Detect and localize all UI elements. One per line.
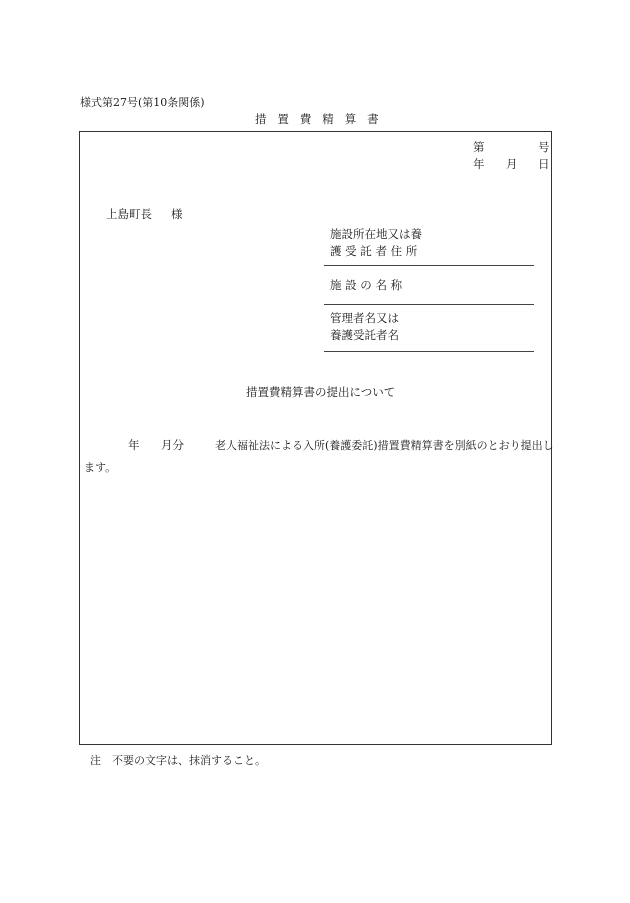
form-frame: [79, 131, 552, 745]
addressee-name: 上島町長: [106, 207, 152, 221]
body-text-line1: 老人福祉法による入所(養護委託)措置費精算書を別紙のとおり提出し: [215, 439, 554, 452]
field-manager-label-line1: 管理者名又は: [330, 311, 399, 325]
document-title: 措置費精算書: [255, 112, 390, 126]
field-address-underline: [324, 265, 534, 266]
form-number-label: 様式第27号(第10条関係): [80, 96, 205, 109]
body-text-line2: ます。: [84, 461, 117, 474]
date-month: 月: [506, 157, 518, 171]
field-facility-name-label: 施 設 の 名 称: [330, 278, 403, 292]
field-manager-label-line2: 養護受託者名: [330, 328, 399, 342]
date-day: 日: [538, 157, 550, 171]
field-facility-name-underline: [324, 304, 534, 305]
field-address-label-line2: 護 受 託 者 住 所: [330, 244, 418, 258]
field-manager-underline: [324, 351, 534, 352]
addressee-honorific: 様: [171, 207, 183, 221]
body-year: 年: [128, 438, 140, 452]
body-month-part: 月分: [161, 438, 184, 452]
number-go: 号: [538, 140, 550, 154]
date-year: 年: [473, 157, 485, 171]
subject-line: 措置費精算書の提出について: [246, 385, 396, 399]
footnote: 注 不要の文字は、抹消すること。: [90, 754, 266, 767]
number-dai: 第: [473, 140, 485, 154]
field-address-label-line1: 施設所在地又は養: [330, 227, 422, 241]
